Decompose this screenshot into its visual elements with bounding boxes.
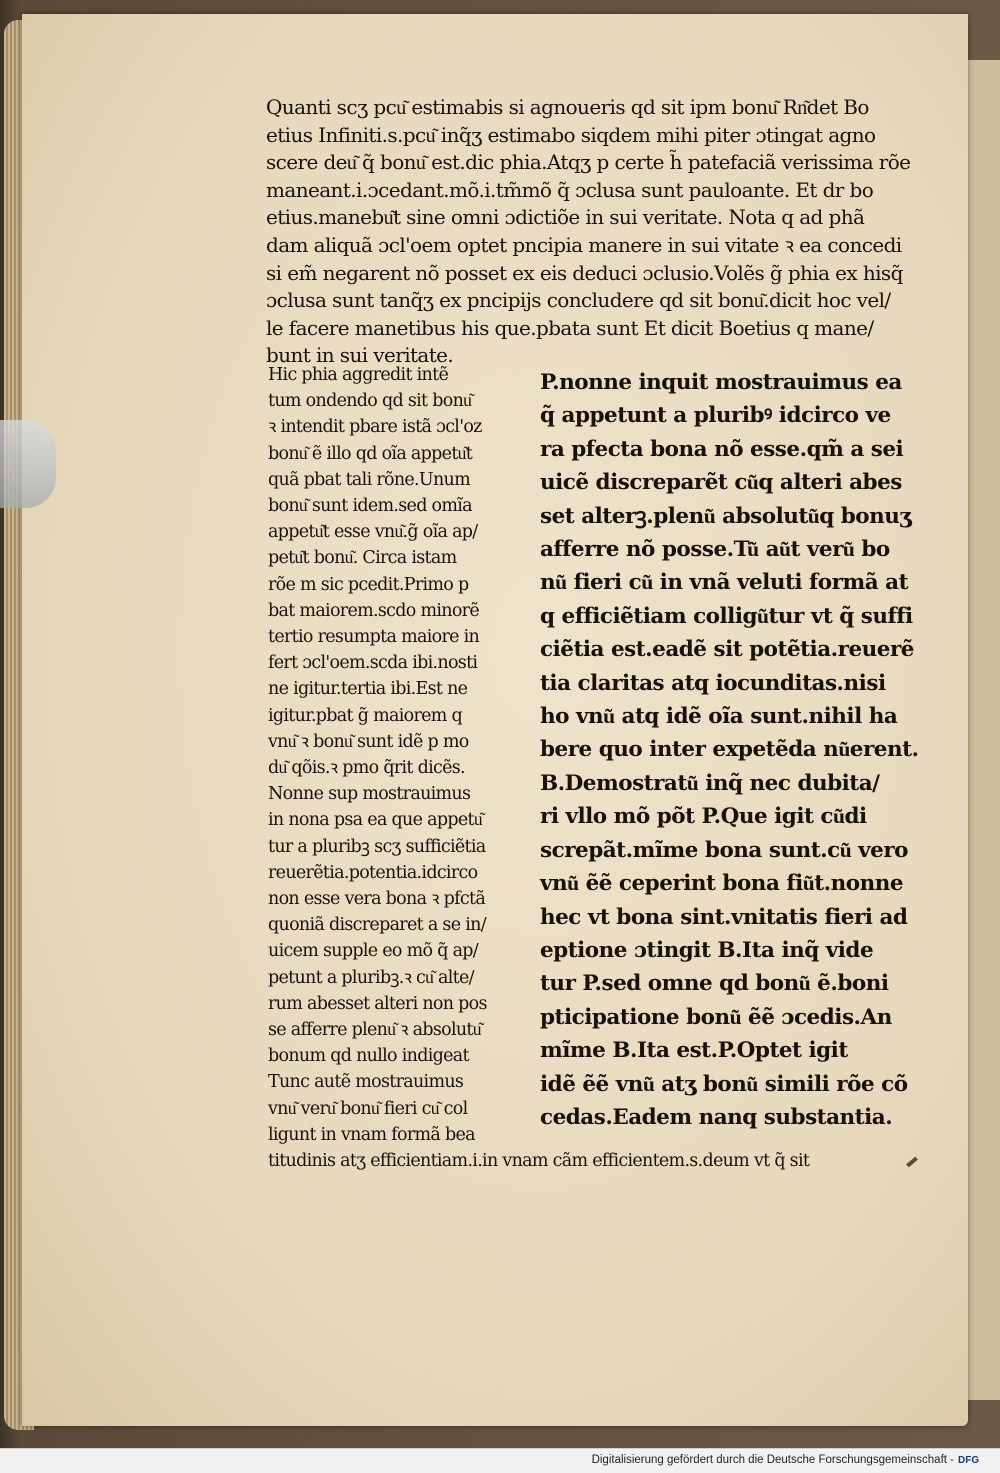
commentary-line: vnu͂ ꝛ bonu͂ sunt idẽ p mo <box>268 731 469 752</box>
commentary-line: uicem supple eo mõ q̃ ap/ <box>268 941 478 962</box>
commentary-line: ligunt in vnam formã bea <box>268 1124 475 1145</box>
main-text-line: tia claritas atq iocunditas.nisi <box>540 670 886 696</box>
main-text-line: nu͂ fieri cu͂ in vnã veluti formã at <box>540 570 909 596</box>
main-text-line: cedas.Eadem nanq substantia. <box>540 1104 893 1130</box>
commentary-line: reuerẽtia.potentia.idcirco <box>268 862 478 883</box>
commentary-line: non esse vera bona ꝛ pfctã <box>268 889 486 910</box>
text-line: etius.manebu͂t sine omni ɔdictiõe in sui veritate. Nota q ad phã <box>266 205 865 230</box>
main-text-line: eptione ɔtingit B.Ita inq̃ vide <box>540 937 874 963</box>
main-text-line: ciẽtia est.eadẽ sit potẽtia.reuerẽ <box>540 637 914 663</box>
commentary-line: rõe m sic pcedit.Primo p <box>268 574 469 595</box>
text-line: dam aliquã ɔcl'oem optet pncipia manere in sui vitate ꝛ ea concedi <box>266 232 902 257</box>
dfg-logo: DFG <box>958 1455 980 1466</box>
text-line: etius Infiniti.s.pcu͂ inq̃ʒ estimabo siqdem mihi piter ɔtingat agno <box>266 122 876 147</box>
commentary-line: Tunc autẽ mostrauimus <box>268 1072 464 1093</box>
commentary-line: quã pbat tali rõne.Unum <box>268 469 471 490</box>
commentary-line: petunt a pluribꝫ.ꝛ cu͂ alte/ <box>268 967 474 988</box>
commentary-line: Nonne sup mostrauimus <box>268 784 471 805</box>
text-line: Quanti scʒ pcu͂ estimabis si agnoueris qd sit ipm bonu͂ Rn͂det Bo <box>266 95 869 119</box>
main-text-line: vnu͂ ẽẽ ceperint bona fiu͂t.nonne <box>540 871 904 897</box>
commentary-line: se afferre plenu͂ ꝛ absolutu͂ <box>268 1020 481 1041</box>
main-text-line: screpãt.mĩme bona sunt.cu͂ vero <box>540 837 908 863</box>
main-text-line: ri vllo mõ põt P.Que igit cu͂di <box>540 804 867 830</box>
commentary-line: in nona psa ea que appetu͂ <box>268 810 482 831</box>
main-text-line: afferre nõ posse.Tu͂ au͂t veru͂ bo <box>540 537 890 563</box>
commentary-line: quoniã discreparet a se in/ <box>268 915 486 936</box>
commentary-line: tur a pluribꝫ scʒ sufficiẽtia <box>268 836 486 857</box>
commentary-line: bonum qd nullo indigeat <box>268 1046 469 1067</box>
top-text-block <box>266 94 938 370</box>
facing-page-edge <box>968 60 1000 1400</box>
text-line: ɔclusa sunt tanq̃ʒ ex pncipijs concludere qd sit bonu͂.dicit hoc vel/ <box>266 288 891 313</box>
main-text-line: uicẽ discreparẽt cu͂q alteri abes <box>540 470 902 496</box>
commentary-line: vnu͂ veru͂ bonu͂ fieri cu͂ col <box>268 1098 468 1119</box>
text-line: bunt in sui veritate. <box>266 343 454 368</box>
text-line: maneant.i.ɔcedant.mõ.i.tm̃mõ q̃ ɔclusa sunt pauloante. Et dr bo <box>266 177 874 202</box>
main-text-line: set alterꝫ.plenu͂ absolutu͂q bonuʒ <box>540 503 912 529</box>
text-line: scere deu͂ q̃ bonu͂ est.dic phia.Atqʒ p certe h̃ patefaciã verissima rõe <box>266 150 911 175</box>
commentary-line: bat maiorem.scdo minorẽ <box>268 600 479 621</box>
commentary-line: tum ondendo qd sit bonu͂ <box>268 391 472 412</box>
main-text-line: B.Demostratu͂ inq̃ nec dubita/ <box>540 770 880 796</box>
text-line: si em̃ negarent nõ posset ex eis deduci ɔclusio.Volẽs g̃ phia ex hisq̃ <box>266 260 903 285</box>
commentary-line: ne igitur.tertia ibi.Est ne <box>268 679 468 700</box>
text-line: le facere manetibus his que.pbata sunt Et dicit Boetius q mane/ <box>266 315 874 340</box>
commentary-line: tertio resumpta maiore in <box>268 627 480 648</box>
main-text-line: bere quo inter expetẽda nu͂erent. <box>540 737 919 763</box>
main-text-column <box>540 366 934 1134</box>
commentary-line: rum abesset alteri non pos <box>268 993 487 1014</box>
main-text-line: q efficiẽtiam colligu͂tur vt q̃ suffi <box>540 603 913 629</box>
commentary-line: Hic phia aggredit intẽ <box>268 365 449 385</box>
main-text-line: mĩme B.Ita est.P.Optet igit <box>540 1038 848 1064</box>
commentary-line: du͂ qõis.ꝛ pmo q̃rit dicẽs. <box>268 758 465 779</box>
main-text-line: ra pfecta bona nõ esse.qm̃ a sei <box>540 436 904 462</box>
footer-bar <box>0 1448 1000 1473</box>
main-text-line: q̃ appetunt a pluribꝰ idcirco ve <box>540 403 891 429</box>
main-text-line: idẽ ẽẽ vnu͂ atʒ bonu͂ simili rõe cõ <box>540 1071 908 1097</box>
page-clip <box>0 420 56 508</box>
footer-credit: Digitalisierung gefördert durch die Deutsche Forschungsgemeinschaft - <box>591 1454 954 1466</box>
commentary-line: bonu͂ sunt idem.sed omĩa <box>268 496 472 517</box>
main-text-line: pticipatione bonu͂ ẽẽ ɔcedis.An <box>540 1004 892 1030</box>
commentary-line: titudinis atʒ efficientiam.i.in vnam cãm efficientem.s.deum vt q̃ sit <box>268 1151 810 1172</box>
commentary-line: igitur.pbat g̃ maiorem q <box>268 705 463 726</box>
main-text-line: tur P.sed omne qd bonu͂ ẽ.boni <box>540 971 889 997</box>
commentary-line: fert ɔcl'oem.scda ibi.nosti <box>268 653 478 674</box>
main-text-line: ho vnu͂ atq idẽ oĩa sunt.nihil ha <box>540 704 898 730</box>
commentary-line: ꝛ intendit pbare istã ɔcl'oz <box>268 417 482 438</box>
commentary-line: petu͂t bonu͂. Circa istam <box>268 548 457 569</box>
commentary-line: bonu͂ ẽ illo qd oĩa appetu͂t <box>268 443 473 464</box>
commentary-line: appetu͂t esse vnu͂.g̃ oĩa ap/ <box>268 522 478 543</box>
main-text-line: P.nonne inquit mostrauimus ea <box>540 370 902 395</box>
main-text-line: hec vt bona sint.vnitatis fieri ad <box>540 904 908 930</box>
